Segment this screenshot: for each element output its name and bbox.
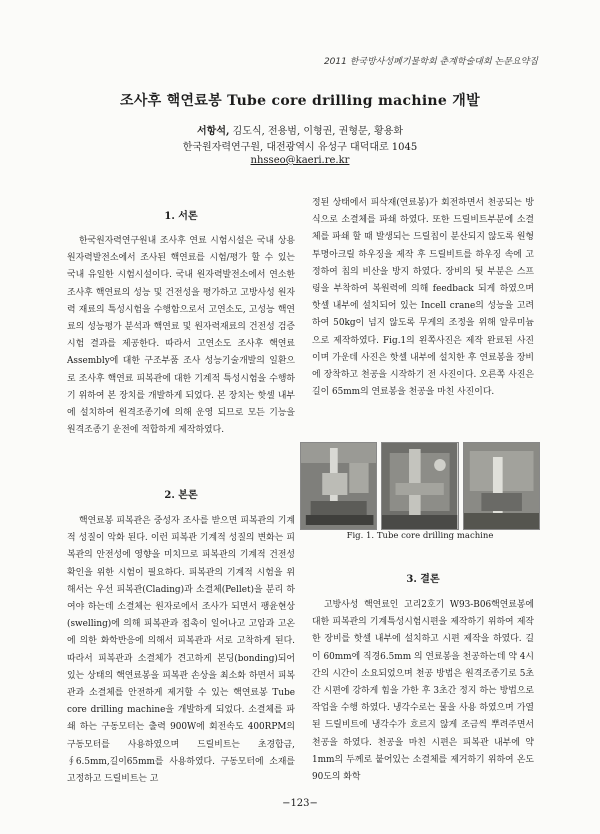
photo-machine-assembled: [300, 442, 377, 530]
author-list: [0, 122, 600, 137]
intro-heading: 1. 서론: [164, 211, 198, 222]
figure-1: [300, 442, 540, 528]
figure-caption: Fig. 1. Tube core drilling machine: [346, 531, 494, 541]
conclusion-body: [312, 597, 534, 793]
page-number: −123−: [282, 798, 318, 809]
photo-drilled-rod: [463, 442, 540, 530]
author-email[interactable]: nhsseo@kaeri.re.kr: [250, 155, 350, 166]
paper-title: 조사후 핵연료봉 Tube core drilling machine 개발: [120, 93, 480, 109]
body-column: [67, 513, 295, 793]
intro-body: [67, 233, 295, 473]
affiliation: 한국원자력연구원, 대전광역시 유성구 대덕대로 1045: [182, 142, 418, 153]
conclusion-paragraph: 고방사성 핵연료인 고리2호기 W93-B06핵연료봉에 대한 피복관의 기계특성시험시편을 제작하기 위하여 제작한 장비를 핫셀 내부에 설치하고 시편 제작을 하였다. 길이 60mm에 직경6.5mm 의 연료봉을 천공하는데 약 4시간의 시간이 소요되었으며 천공 방법은 원격조종기로 5초간 시편에 강하게 힘을 가한 후 3초간 정지 하는 방법으로 작업을 수행 하였다. 냉각수로는 물을 사용 하였으며 가열된 드릴비트에 냉각수가 흐르지 않게 조금씩 뿌려주면서 천공을 하였다. 천공을 마친 시편은 피복관 내부에 약 1mm의 두께로 붙어있는 소결체를 제거하기 위하여 온도 90도의 화학: [312, 600, 534, 783]
body-continued-paragraph: 정된 상태에서 피삭재(연료봉)가 회전하면서 천공되는 방식으로 소결체를 파쇄 하였다. 또한 드릴비트부분에 소결체를 파쇄 할 때 발생되는 드릴칩이 분산되지 않도록 원형 투명아크릴 하우징을 제작 후 드릴비트를 하우징 속에 고정하여 칩의 비산을 방지 하였다. 장비의 뒷 부분은 스프링을 부착하여 복원력에 의해 feedback 되게 하였으며 핫셀 내부에 설치되어 있는 Incell crane의 성능을 고려하여 50kg이 넘지 않도록 무게의 조정을 위해 알루미늄으로 제작하였다. Fig.1의 왼쪽사진은 제작 완료된 사진이며 가운데 사진은 핫셀 내부에 설치한 후 연료봉을 장비에 장착하고 천공을 시작하기 전 사진이다. 오른쪽 사진은 길이 65mm의 연료봉을 천공을 마친 사진이다.: [312, 198, 534, 398]
body-continued: [312, 195, 534, 435]
photo-installed-hotcell: [381, 442, 458, 530]
intro-paragraph: 한국원자력연구원내 조사후 연료 시험시설은 국내 상용원자력발전소에서 조사된 핵연료를 시험/평가 할 수 있는 국내 유일한 시험시설이다. 국내 원자력발전소에서 연소한 조사후 핵연료의 성능 및 건전성을 평가하고 고방사성 원자력 재료의 특성시험을 수행함으로서 고연소도, 고성능 핵연료의 성능평가 분석과 핵연료 및 원자력재료의 건전성 검증시험 결과를 제공한다. 따라서 고연소도 조사후 핵연료 Assembly에 대한 구조부품 조사 성능기술개발의 일환으로 조사후 핵연료 피복관에 대한 기계적 특성시험을 수행하기 위하여 본 장치를 개발하게 되었다. 본 장치는 핫셀 내부에 설치하여 원격조종기에 의해 운영 되므로 모든 기능을 원격조종기 운전에 적합하게 제작하였다.: [67, 236, 295, 436]
body-heading: 2. 본론: [164, 490, 198, 501]
journal-header: 2011 한국방사성폐기물학회 춘계학술대회 논문요약집: [323, 57, 538, 67]
co-authors: 김도식, 전용범, 이형권, 권형문, 황용화: [229, 126, 403, 137]
lead-author: 서항석,: [197, 126, 230, 137]
body-paragraph: 핵연료봉 피복관은 중성자 조사를 받으면 피복관의 기계적 성질이 악화 된다. 이런 피복관 기계적 성질의 변화는 피복관의 안전성에 영향을 미치므로 피복관의 기계적 건전성 확인을 위한 시험이 필요하다. 피복관의 기계적 시험을 위해서는 우선 피복관(Clading)과 소결체(Pellet)을 분리 하여야 하는데 소결체는 원자로에서 조사가 되면서 팽윤현상(swelling)에 의해 피복관과 접촉이 일어나고 고압과 고온에 의한 화학반응에 의해서 피복관과 서로 고착하게 된다. 따라서 피복관과 소결체가 견고하게 본딩(bonding)되어 있는 상태의 핵연료봉을 피복관 손상을 최소화 하면서 피복관과 소결체를 안전하게 제거할 수 있는 핵연료봉 Tube core drilling machine을 개발하게 되었다. 소결체를 파쇄 하는 구동모터는 출력 900W에 회전속도 400RPM의 구동모터를 사용하였으며 드릴비트는 초경합금, ∮6.5mm,길이65mm를 사용하였다. 구동모터에 소재를 고정하고 드릴비트는 고: [67, 516, 295, 785]
conclusion-heading: 3. 결론: [406, 574, 440, 585]
